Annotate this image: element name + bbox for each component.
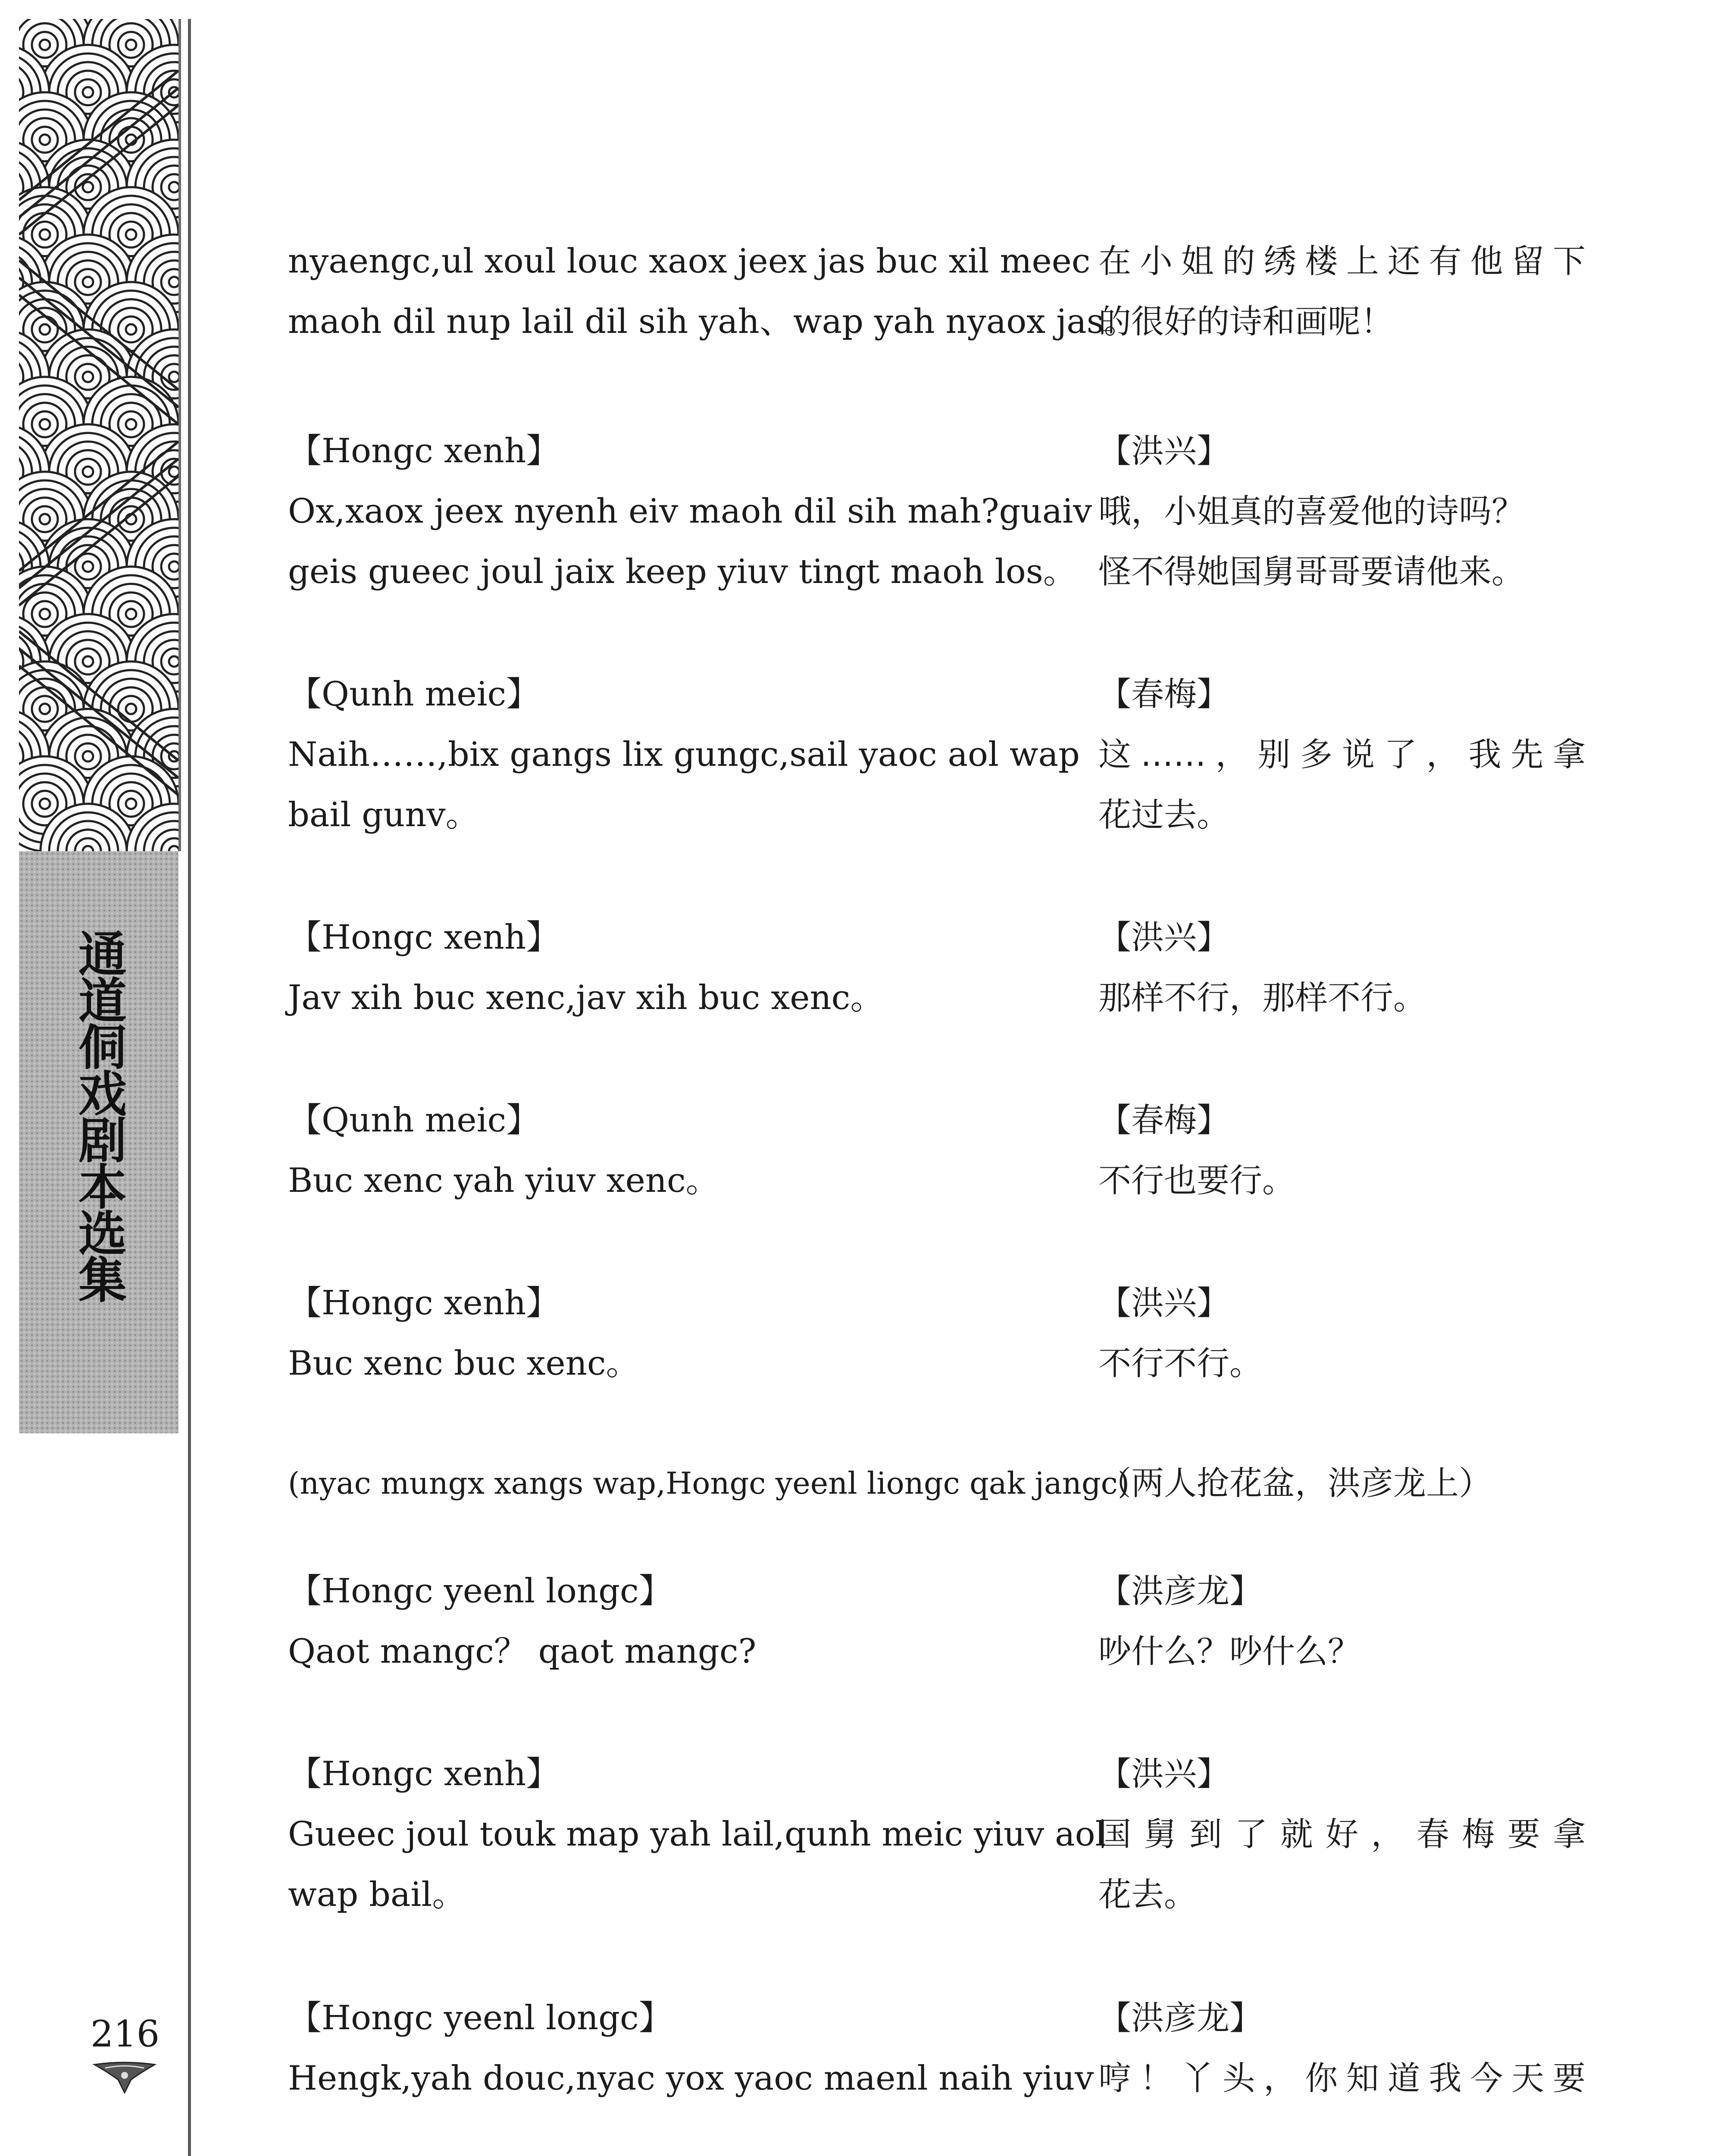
romanized-line: Buc xenc yah yiuv xenc。	[288, 1161, 719, 1200]
chinese-line: 哼！丫头，你知道我今天要	[1098, 2059, 1586, 2097]
speaker-label: 【Hongc xenh】	[288, 918, 560, 957]
stage-direction-romanized: (nyac mungx xangs wap,Hongc yeenl liongc qak jangc)	[288, 1466, 1130, 1501]
chinese-line: 怪不得她国舅哥哥要请他来。	[1098, 552, 1524, 591]
chinese-line: 那样不行，那样不行。	[1098, 978, 1426, 1017]
romanized-line: Naih……,bix gangs lix gungc,sail yaoc aol wap	[288, 735, 1080, 774]
speaker-label: 【Hongc yeenl longc】	[288, 1999, 672, 2037]
romanized-line: geis gueec joul jaix keep yiuv tingt maoh los。	[288, 552, 1077, 591]
stage-direction-chinese: （两人抢花盆，洪彦龙上）	[1098, 1464, 1492, 1502]
romanized-line: Jav xih buc xenc,jav xih buc xenc。	[288, 978, 884, 1017]
chinese-line: 哦，小姐真的喜爱他的诗吗？	[1098, 492, 1524, 530]
chinese-line: 国舅到了就好，春梅要拿	[1098, 1815, 1586, 1853]
speaker-label: 【春梅】	[1098, 675, 1229, 713]
chinese-line: 花去。	[1098, 1875, 1197, 1914]
romanized-line: Ox,xaox jeex nyenh eiv maoh dil sih mah?guaiv	[288, 492, 1092, 531]
speaker-label: 【Hongc xenh】	[288, 432, 560, 470]
page-ornament-icon	[92, 2060, 157, 2095]
speaker-label: 【洪兴】	[1098, 432, 1229, 470]
chinese-line: 这……，别多说了，我先拿	[1098, 735, 1586, 774]
chinese-line: 的很好的诗和画呢！	[1098, 302, 1393, 341]
chinese-line: 花过去。	[1098, 796, 1229, 834]
speaker-label: 【春梅】	[1098, 1101, 1229, 1139]
romanized-line: wap bail。	[288, 1875, 466, 1914]
book-title-panel	[19, 851, 178, 1433]
vertical-rule	[188, 19, 191, 2156]
chinese-line: 吵什么？吵什么？	[1098, 1632, 1361, 1670]
speaker-label: 【Hongc xenh】	[288, 1284, 560, 1322]
decorative-wave-band	[19, 19, 181, 851]
romanized-line: Gueec joul touk map yah lail,qunh meic yiuv aol	[288, 1815, 1106, 1854]
chinese-line: 不行不行。	[1098, 1344, 1262, 1382]
speaker-label: 【洪兴】	[1098, 918, 1229, 956]
speaker-label: 【洪彦龙】	[1098, 1999, 1262, 2037]
romanized-line: nyaengc,ul xoul louc xaox jeex jas buc xil meec	[288, 242, 1091, 281]
chinese-line: 在小姐的绣楼上还有他留下	[1098, 242, 1586, 280]
romanized-line: Qaot mangc？ qaot mangc?	[288, 1632, 757, 1671]
speaker-label: 【Hongc yeenl longc】	[288, 1572, 672, 1611]
speaker-label: 【Hongc xenh】	[288, 1755, 560, 1793]
chinese-line: 不行也要行。	[1098, 1161, 1295, 1200]
book-title: 通道侗戏剧本选集	[70, 929, 127, 1301]
speaker-label: 【Qunh meic】	[288, 1101, 540, 1140]
speaker-label: 【洪兴】	[1098, 1284, 1229, 1322]
romanized-line: bail gunv。	[288, 796, 479, 834]
page-number: 216	[90, 2013, 160, 2055]
romanized-line: maoh dil nup lail dil sih yah、wap yah nyaox jas。	[288, 302, 1138, 341]
romanized-line: Hengk,yah douc,nyac yox yaoc maenl naih yiuv	[288, 2059, 1094, 2098]
speaker-label: 【Qunh meic】	[288, 675, 540, 714]
speaker-label: 【洪彦龙】	[1098, 1572, 1262, 1610]
romanized-line: Buc xenc buc xenc。	[288, 1344, 640, 1383]
speaker-label: 【洪兴】	[1098, 1755, 1229, 1793]
